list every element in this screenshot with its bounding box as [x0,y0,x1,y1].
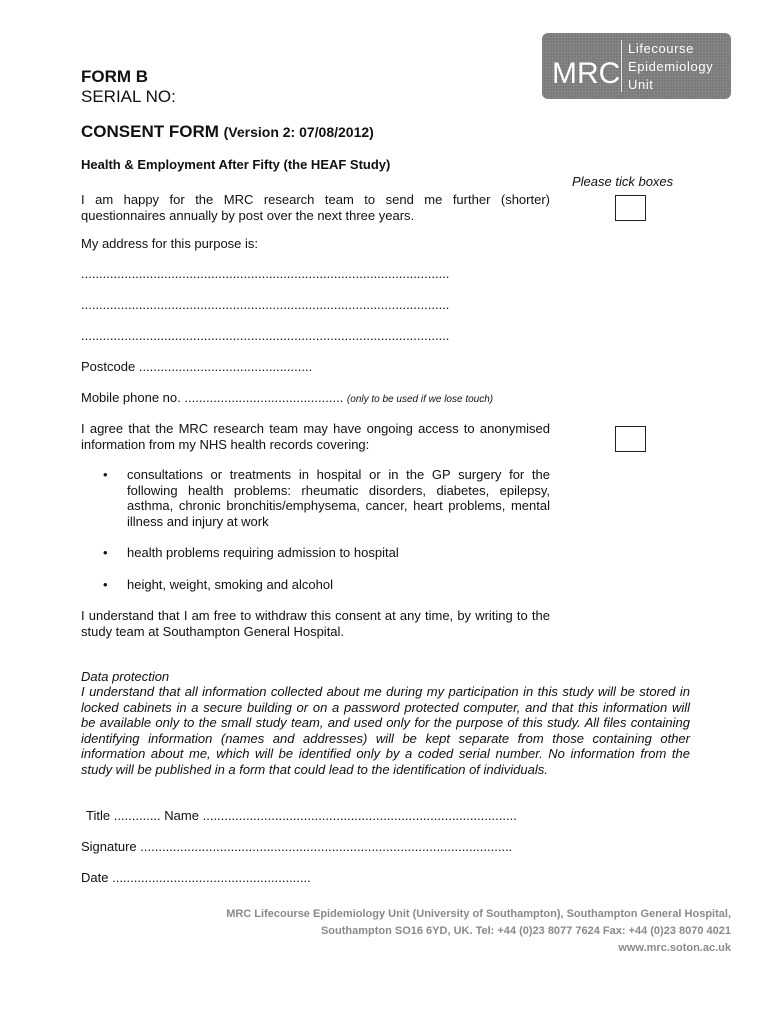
records-access-text: I agree that the MRC research team may have ongoing access to anonymised information from my NHS health records covering: [81,421,550,452]
records-checkbox[interactable] [615,426,646,452]
bullet-item-1: consultations or treatments in hospital or in the GP surgery for the following health problems: rheumatic disorders, diabetes, epilepsy, asthma, chronic bronchitis/emphysema, cancer, heart problems, mental illness and injury at work [127,467,550,529]
bullet-marker: • [103,577,108,592]
postcode-label: Postcode [81,359,136,374]
address-line-1[interactable]: ...................................................................................................... [81,266,450,281]
bullet-marker: • [103,467,108,482]
consent-questionnaires-text: I am happy for the MRC research team to send me further (shorter) questionnaires annually by post over the next three years. [81,192,550,223]
mobile-note: (only to be used if we lose touch) [346,394,494,405]
data-protection-title: Data protection [81,669,170,684]
signature-label: Signature [81,839,137,854]
mobile-row [81,390,493,408]
serial-label: SERIAL NO: [81,87,176,106]
version-label: (Version 2: 07/08/2012) [223,124,374,140]
footer-website: www.mrc.soton.ac.uk [618,942,731,954]
name-label: Name [164,808,199,823]
name-field[interactable]: ....................................................................................... [202,808,517,823]
footer-address-1: MRC Lifecourse Epidemiology Unit (University of Southampton), Southampton General Hospital, [226,908,731,920]
date-label: Date [81,870,109,885]
footer-address-2: Southampton SO16 6YD, UK. Tel: +44 (0)23 8077 7624 Fax: +44 (0)23 8070 4021 [320,925,731,937]
title-name-row [86,808,517,824]
date-field[interactable]: ....................................................... [112,870,311,885]
logo-divider [621,40,622,92]
logo-line-1: Lifecourse [628,41,694,56]
address-label: My address for this purpose is: [81,236,259,251]
date-row [81,870,311,886]
postcode-row [81,359,312,375]
mrc-logo [542,33,731,99]
logo-mrc-text: MRC [552,57,621,90]
title-label: Title [86,808,111,823]
consent-title: CONSENT FORM [81,122,219,141]
logo-line-2: Epidemiology [628,59,714,74]
mobile-label: Mobile phone no. [81,390,181,405]
mobile-field[interactable]: ............................................ [184,390,344,405]
data-protection-text: I understand that all information collected about me during my participation in this study will be stored in locked cabinets in a secure building or on a password protected computer, and that this information will be available only to the small study team, and used only for the purpose of this study. All files containing identifying information (names and addresses) will be kept separate from those containing other information about me, which will be identified only by a coded serial number. No information from the study will be published in a form that could lead to the identification of individuals. [81,684,690,777]
bullet-marker: • [103,545,108,560]
signature-field[interactable]: ....................................................................................................... [140,839,513,854]
address-line-3[interactable]: ...................................................................................................... [81,328,450,343]
study-title: Health & Employment After Fifty (the HEAF Study) [81,157,391,172]
tick-note: Please tick boxes [572,174,674,189]
questionnaire-checkbox[interactable] [615,195,646,221]
form-label: FORM B [81,67,149,86]
bullet-item-2: health problems requiring admission to hospital [127,545,399,560]
withdraw-text: I understand that I am free to withdraw this consent at any time, by writing to the study team at Southampton General Hospital. [81,608,550,639]
bullet-item-3: height, weight, smoking and alcohol [127,577,333,592]
postcode-field[interactable]: ................................................ [138,359,313,374]
page-title [81,122,374,142]
address-line-2[interactable]: ...................................................................................................... [81,297,450,312]
signature-row [81,839,512,855]
logo-line-3: Unit [628,77,654,92]
title-field[interactable]: ............. [113,808,161,823]
